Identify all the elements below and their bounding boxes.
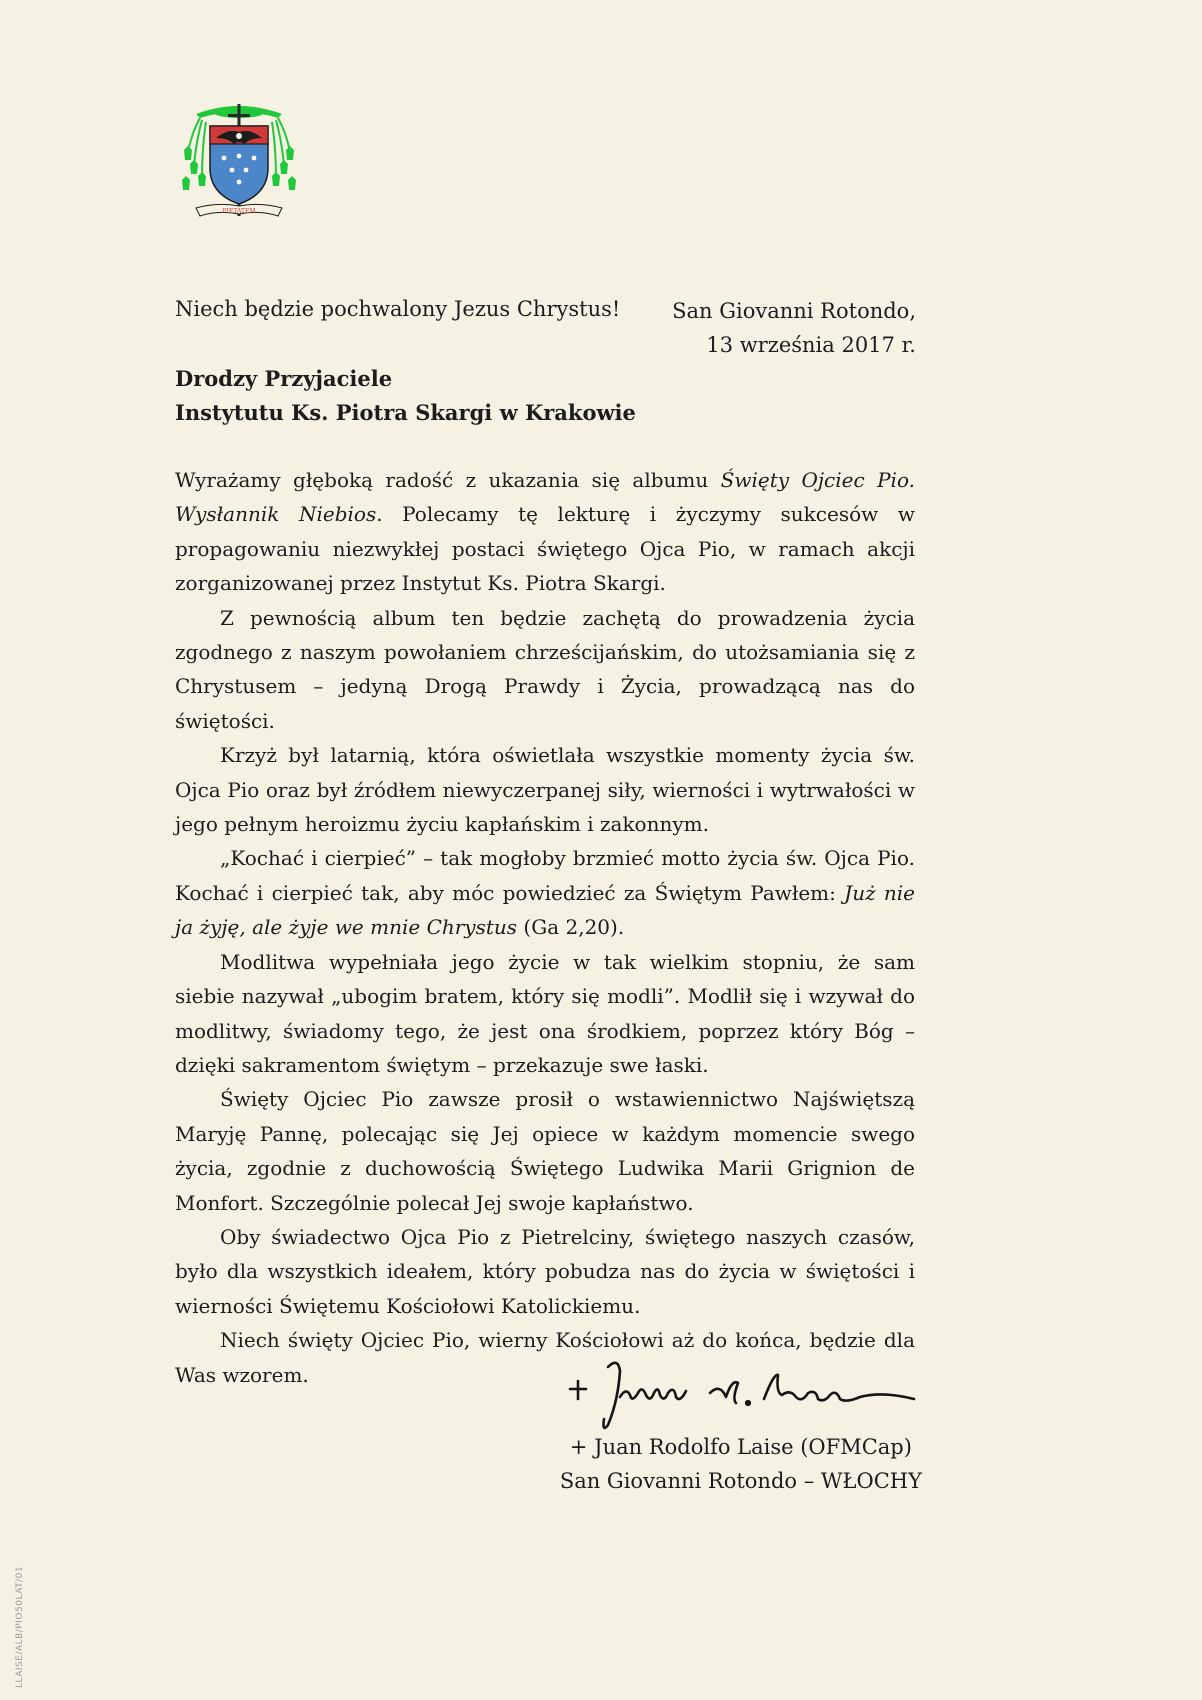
signatory-block: [560, 1430, 922, 1498]
paragraph: Niech święty Ojciec Pio, wierny Kościołowi aż do końca, będzie dla Was wzorem.: [175, 1328, 915, 1387]
signatory-name: + Juan Rodolfo Laise (OFMCap): [569, 1435, 912, 1459]
reference-code: LLAISE/ALB/PIO50LAT/01: [15, 1565, 25, 1688]
coat-motto: PIETATEM: [222, 208, 256, 215]
place-date: [672, 294, 916, 362]
date: 13 września 2017 r.: [706, 333, 916, 357]
recipient-address: [175, 362, 636, 430]
letter-body: [175, 463, 915, 1392]
paragraph: Oby świadectwo Ojca Pio z Pietrelciny, świętego naszych czasów, było dla wszystkich ideałem, który pobudza nas do życia w świętości i wierności Świętemu Kościołowi Katolickiemu.: [175, 1224, 915, 1318]
recipient-line-1: Drodzy Przyjaciele: [175, 366, 393, 391]
handwritten-signature-icon: [560, 1353, 940, 1433]
paragraph: Święty Ojciec Pio zawsze prosił o wstawiennictwo Najświętszą Maryję Pannę, polecając się Jej opiece w każdym momencie swego życia, zgodnie z duchowością Świętego Ludwika Marii Grignion de Monfort. Szczególnie polecał Jej swoje kapłaństwo.: [175, 1087, 915, 1215]
paragraph: Krzyż był latarnią, która oświetlała wszystkie momenty życia św. Ojca Pio oraz był źródłem niewyczerpanej siły, wierności i wytrwałości w jego pełnym heroizmu życiu kapłańskim i zakonnym.: [175, 743, 915, 837]
paragraph: Modlitwa wypełniała jego życie w tak wielkim stopniu, że sam siebie nazywał „ubogim bratem, który się modli”. Modlił się i wzywał do modlitwy, świadomy tego, że jest ona środkiem, poprzez który Bóg – dzięki sakramentom świętym – przekazuje swe łaski.: [175, 949, 915, 1077]
recipient-line-2: Instytutu Ks. Piotra Skargi w Krakowie: [175, 400, 636, 425]
greeting: Niech będzie pochwalony Jezus Chrystus!: [175, 297, 621, 321]
coat-of-arms-icon: [178, 92, 300, 226]
paragraph: Wyrażamy głęboką radość z ukazania się albumu Święty Ojciec Pio. Wysłannik Niebios. Polecamy tę lekturę i życzymy sukcesów w propagowaniu niezwykłej postaci świętego Ojca Pio, w ramach akcji zorganizowanej przez Instytut Ks. Piotra Skargi.: [175, 468, 915, 596]
paragraph: „Kochać i cierpieć” – tak mogłoby brzmieć motto życia św. Ojca Pio. Kochać i cierpieć tak, aby móc powiedzieć za Świętym Pawłem: Już nie ja żyję, ale żyje we mnie Chrystus (Ga 2,20).: [175, 846, 916, 940]
paragraph: Z pewnością album ten będzie zachętą do prowadzenia życia zgodnego z naszym powołaniem chrześcijańskim, do utożsamiania się z Chrystusem – jedyną Drogą Prawdy i Życia, prowadzącą nas do świętości.: [175, 605, 915, 733]
place: San Giovanni Rotondo,: [672, 299, 916, 323]
signatory-location: San Giovanni Rotondo – WŁOCHY: [559, 1469, 922, 1493]
